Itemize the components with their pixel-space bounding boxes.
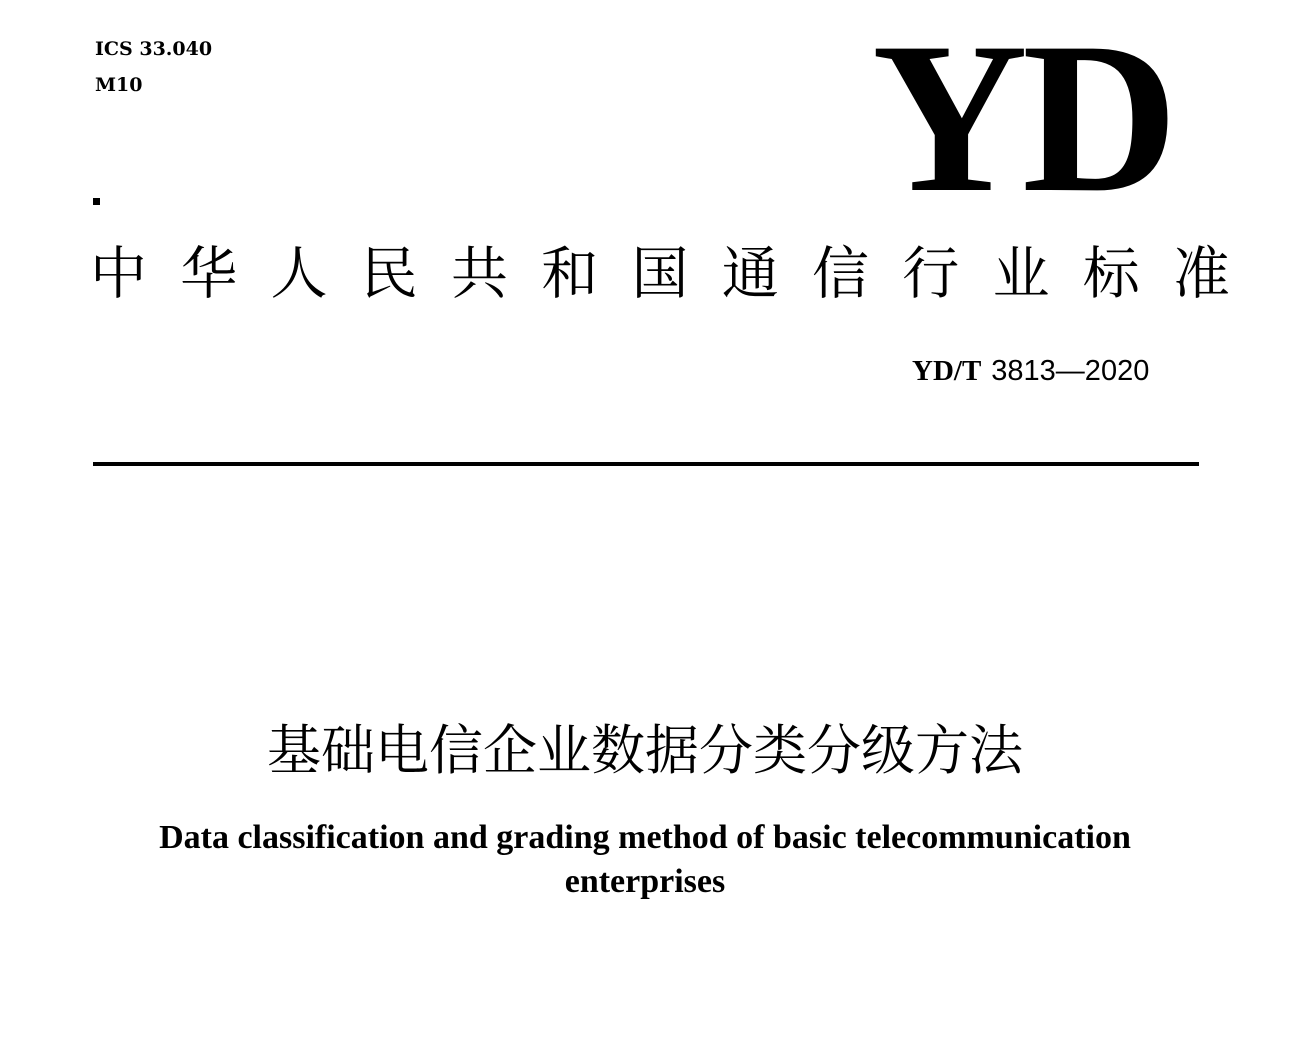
standard-name-char: 国 xyxy=(631,241,689,307)
standard-name-char: 标 xyxy=(1082,241,1140,307)
standard-name-char: 通 xyxy=(721,241,779,307)
yd-logo: YD xyxy=(872,0,1172,237)
english-title: Data classification and grading method of basic telecommunication enterprises xyxy=(159,819,1131,900)
standard-category-name xyxy=(90,240,1230,308)
standard-name-char: 中 xyxy=(90,241,147,307)
standard-name-char: 准 xyxy=(1173,241,1230,307)
standard-number-code: 3813—2020 xyxy=(991,355,1150,387)
ccs-code: M10 xyxy=(95,74,143,96)
standard-name-char: 民 xyxy=(360,241,418,307)
standard-name-char: 人 xyxy=(270,241,328,307)
standard-name-char: 行 xyxy=(902,241,960,307)
standard-name-char: 共 xyxy=(451,241,508,307)
horizontal-rule xyxy=(93,462,1199,466)
standard-number xyxy=(912,354,1149,388)
square-marker xyxy=(93,198,100,205)
standard-name-char: 华 xyxy=(180,241,238,307)
standard-name-char: 和 xyxy=(541,241,599,307)
standard-name-char: 业 xyxy=(992,241,1050,307)
ics-code: ICS 33.040 xyxy=(95,38,213,60)
standard-name-char: 信 xyxy=(812,241,869,307)
standard-number-prefix: YD/T xyxy=(912,355,982,387)
chinese-title: 基础电信企业数据分类分级方法 xyxy=(267,719,1023,782)
